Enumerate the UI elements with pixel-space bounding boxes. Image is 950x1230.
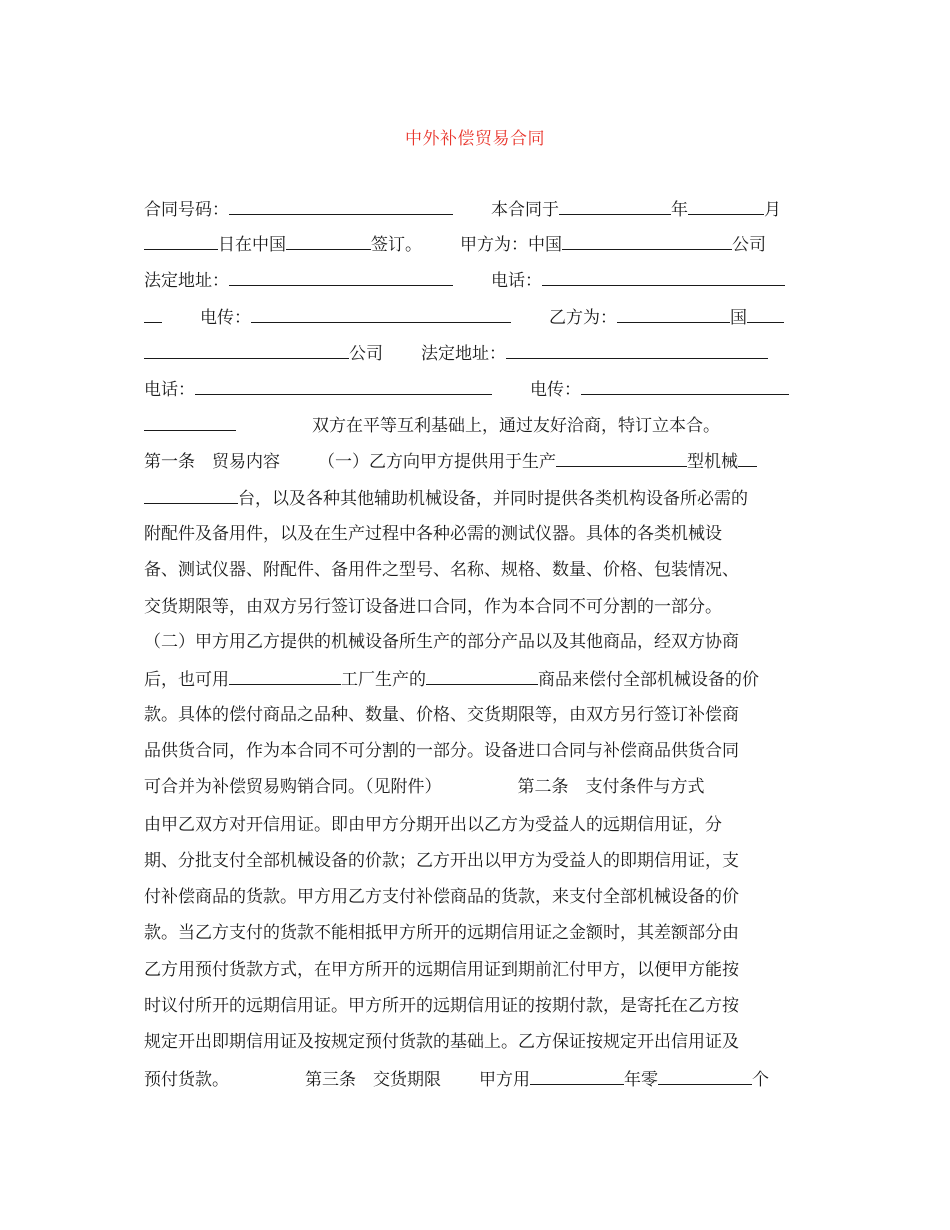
blank-party-b-country (617, 305, 730, 323)
blank-party-b-name (747, 305, 784, 323)
text: 商品来偿付全部机械设备的价 (538, 670, 759, 690)
text: 电传： (200, 308, 251, 328)
text: 签订。 (371, 235, 422, 255)
blank-party-a-fax (251, 305, 511, 323)
contract-line (144, 1067, 769, 1092)
contract-line (144, 268, 785, 293)
text: 工厂生产的 (341, 670, 426, 690)
text: 规定开出即期信用证及按规定预付货款的基础上。乙方保证按规定开出信用证及 (144, 1032, 739, 1052)
article-1-heading: 第一条 贸易内容 (144, 452, 280, 472)
blank-year (559, 197, 671, 215)
text: 年零 (624, 1070, 658, 1090)
text: 年 (671, 200, 688, 220)
text: 可合并为补偿贸易购销合同。（见附件） (144, 777, 442, 797)
text: 公司 (732, 235, 766, 255)
blank-party-b-fax (581, 377, 789, 395)
blank-place (286, 232, 371, 250)
text: 公司 (349, 344, 383, 364)
text: 电话： (144, 380, 195, 400)
blank-party-b-phone (195, 377, 492, 395)
contract-line (144, 994, 739, 1018)
blank-party-a-phone (542, 268, 785, 286)
contract-line (144, 958, 739, 982)
blank-goods (426, 667, 538, 685)
blank-party-a-address (229, 268, 453, 286)
blank-day (144, 232, 218, 250)
blank-month (688, 197, 764, 215)
contract-line (144, 667, 759, 692)
text: 合同号码： (144, 200, 229, 220)
contract-line (144, 1030, 739, 1054)
text: 交货期限等，由双方另行签订设备进口合同，作为本合同不可分割的一部分。 (144, 597, 722, 617)
text: 款。当乙方支付的货款不能相抵甲方所开的远期信用证之金额时，其差额部分由 (144, 923, 739, 943)
contract-line (144, 885, 739, 909)
text: 乙方为： (549, 308, 617, 328)
contract-line (144, 413, 720, 438)
contract-line (144, 232, 766, 257)
text: 日在中国 (218, 235, 286, 255)
contract-line (144, 921, 739, 945)
text: 时议付所开的远期信用证。甲方所开的远期信用证的按期付款，是寄托在乙方按 (144, 996, 739, 1016)
contract-line (144, 449, 757, 474)
contract-line (144, 739, 739, 763)
contract-line (144, 341, 768, 366)
blank-product (556, 449, 687, 467)
contract-line (144, 849, 739, 873)
text: 预付货款。 (144, 1070, 229, 1090)
blank-party-a-phone-cont (144, 305, 162, 323)
article-3-heading: 第三条 交货期限 (305, 1070, 441, 1090)
contract-line (144, 486, 748, 511)
text: 电话： (491, 271, 542, 291)
blank-party-b-company (144, 341, 349, 359)
blank-quantity (144, 486, 238, 504)
text: 备、测试仪器、附配件、备用件之型号、名称、规格、数量、价格、包装情况、 (144, 560, 739, 580)
contract-line (144, 305, 784, 330)
blank-party-b-address (506, 341, 768, 359)
blank-party-a-company (562, 232, 732, 250)
text: 乙方用预付货款方式，在甲方所开的远期信用证到期前汇付甲方，以便甲方能按 (144, 960, 739, 980)
blank-party-b-fax-cont (144, 413, 236, 431)
text: 月 (764, 200, 781, 220)
text: 款。具体的偿付商品之品种、数量、价格、交货期限等，由双方另行签订补偿商 (144, 705, 739, 725)
blank-model (738, 449, 757, 467)
blank-factory (229, 667, 341, 685)
contract-line (144, 813, 722, 837)
document-title: 中外补偿贸易合同 (405, 129, 545, 149)
text: 台，以及各种其他辅助机械设备，并同时提供各类机构设备所必需的 (238, 489, 748, 509)
contract-line (144, 522, 722, 546)
text: 国 (730, 308, 747, 328)
text: 附配件及备用件，以及在生产过程中各种必需的测试仪器。具体的各类机械设 (144, 524, 722, 544)
text: 法定地址： (421, 344, 506, 364)
text: 由甲乙双方对开信用证。即由甲方分期开出以乙方为受益人的远期信用证，分 (144, 815, 722, 835)
contract-line (144, 558, 739, 582)
contract-line (144, 197, 781, 222)
text: 个 (752, 1070, 769, 1090)
text: （一）乙方向甲方提供用于生产 (318, 452, 556, 472)
text: 双方在平等互利基础上，通过友好洽商，特订立本合。 (312, 416, 720, 436)
contract-line (144, 595, 722, 619)
text: 后，也可用 (144, 670, 229, 690)
text: 本合同于 (491, 200, 559, 220)
contract-line (144, 775, 705, 799)
contract-line (144, 703, 739, 727)
contract-line (144, 377, 789, 402)
blank-months (658, 1067, 752, 1085)
text: （二）甲方用乙方提供的机械设备所生产的部分产品以及其他商品，经双方协商 (144, 632, 739, 652)
blank-contract-number (229, 197, 453, 215)
blank-years (530, 1067, 624, 1085)
text: 甲方为：中国 (460, 235, 562, 255)
text: 型机械 (687, 452, 738, 472)
contract-line (144, 630, 739, 654)
article-2-heading: 第二条 支付条件与方式 (517, 777, 705, 797)
text: 电传： (530, 380, 581, 400)
text: 付补偿商品的货款。甲方用乙方支付补偿商品的货款，来支付全部机械设备的价 (144, 887, 739, 907)
text: 法定地址： (144, 271, 229, 291)
text: 甲方用 (479, 1070, 530, 1090)
text: 品供货合同，作为本合同不可分割的一部分。设备进口合同与补偿商品供货合同 (144, 741, 739, 761)
text: 期、分批支付全部机械设备的价款；乙方开出以甲方为受益人的即期信用证，支 (144, 851, 739, 871)
